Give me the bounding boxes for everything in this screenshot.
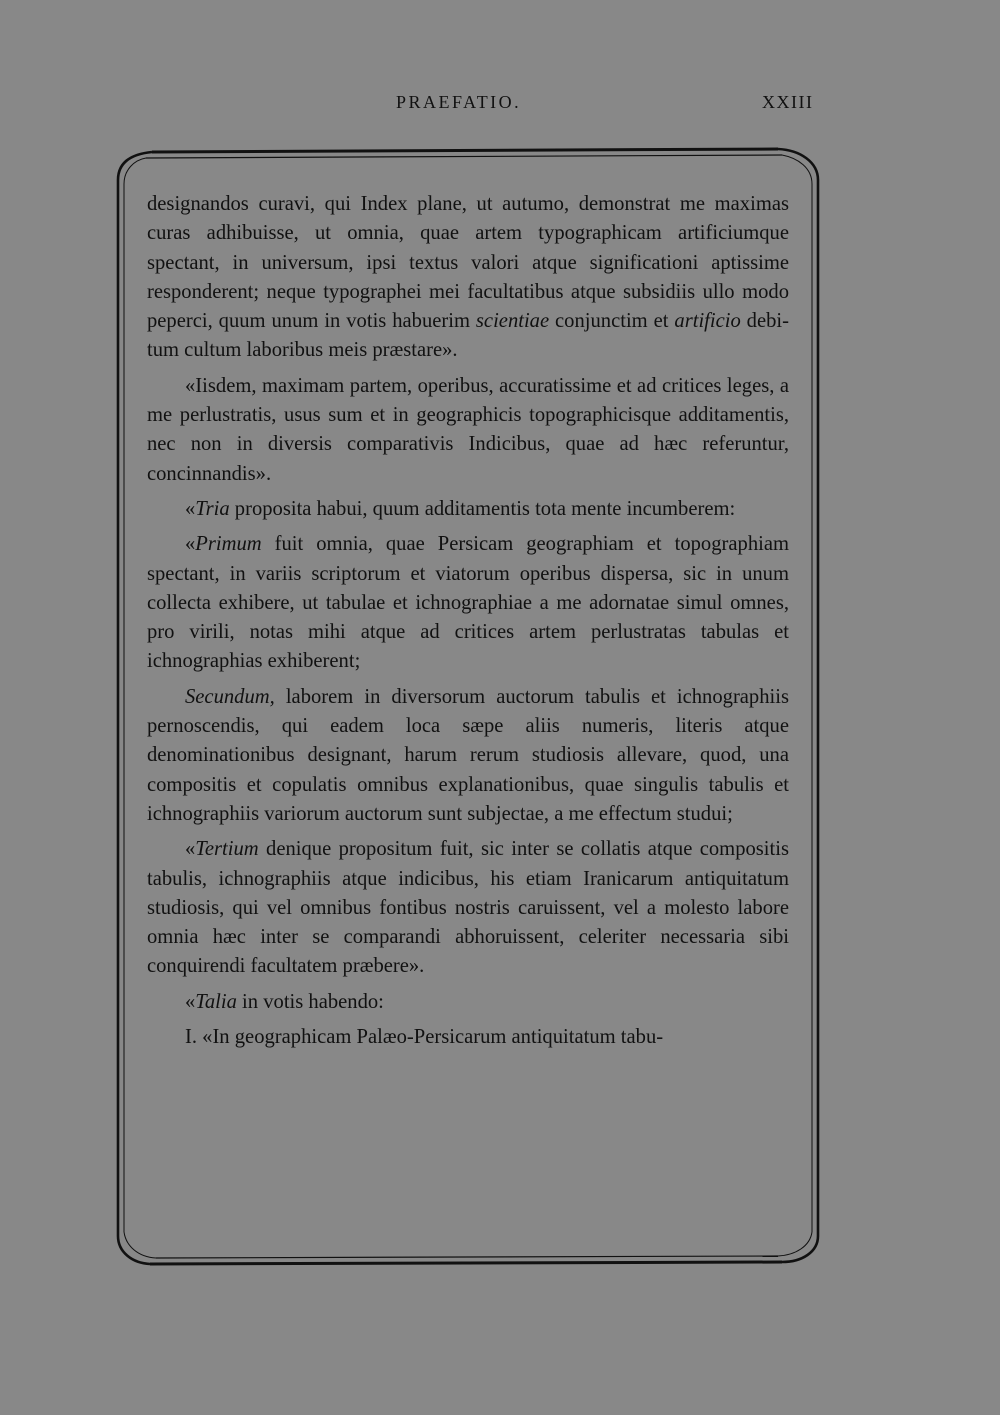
paragraph-8: I. «In geographicam Palæo-Persicarum antiquitatum tabu- [185,1026,664,1049]
paragraph-6-text: denique propositum fuit, sic inter se collatis atque compositis tabulis, ichnographiis atque indicibus, his etiam Iranicarum antiquitatum studiosis, qui vel omnibus fontibus nostris caruissent, vel a molesto labore omnia hæc inter se comparandi abhoruissent, celeriter necessaria sibi conquirendi facultatem præbere». [147,838,789,978]
paragraph-3-emphasis: Tria [195,497,230,520]
paragraph-1 [147,190,789,366]
paragraph-6-emphasis: Tertium [195,838,259,861]
paragraph-2: «Iisdem, maximam partem, operibus, accuratissime et ad critices leges, a me perlustratis, usus sum et in geographicis topographicisque additamentis, nec non in diversis comparativis Indicibus, quae ad hæc referuntur, concinnandis». [147,374,789,485]
paragraph-1-emphasis-artificio: artificio [674,310,741,333]
paragraph-3-open-quote: « [185,497,196,520]
paragraph-5-text: laborem in diversorum auctorum tabulis et ichnographiis pernoscendis, qui eadem loca sæpe aliis numeris, literis atque denominationibus designant, harum rerum studiosis allevare, quod, una compositis et copulatis omnibus explanationibus, quae singulis tabulis et ichnographiis variorum auctorum sunt subjectae, a me effectum studui; [147,685,789,825]
paragraph-3-text: proposita habui, quum additamentis tota mente incumberem: [229,497,736,520]
paragraph-7 [147,988,789,1017]
paragraph-5 [147,683,789,829]
paragraph-4 [147,530,789,676]
paragraph-1-end: debitum cultum laboribus meis præstare». [147,310,789,362]
paragraph-1-text: designandos curavi, qui Index plane, ut autumo, demonstrat me maximas curas adhibuisse, ut omnia, quae artem typographicam artificiumque spectant, in universum, ipsi textus valori atque significationi aptissime responderent; neque typographei mei facultatibus atque subsidiis ullo modo peperci, quum unum in votis habuerim [147,193,789,333]
paragraph-1-emphasis-scientiae: scientiae [475,310,550,333]
paragraph-3 [147,495,789,524]
paragraph-7-open-quote: « [185,990,196,1013]
paragraph-4-open-quote: « [185,533,196,556]
paragraph-7-emphasis: Talia [195,990,237,1013]
paragraph-7-text: in votis habendo: [236,990,384,1013]
paragraph-6 [147,835,789,981]
page-number: XXIII [762,92,814,112]
paragraph-6-open-quote: « [185,838,196,861]
running-title: PRAEFATIO. [396,92,522,112]
paragraph-4-text: fuit omnia, quae Persicam geographiam et topographiam spectant, in variis scriptorum et viatorum operibus dispersa, sic in unum collecta exhibere, ut tabulae et ichnographiae a me adornatae simul omnes, pro virili, notas mihi atque ad critices artem perlustratas tabulas et ichnographias exhiberent; [147,533,789,673]
paragraph-4-emphasis: Primum [195,533,262,556]
paragraph-1-middle: conjunctim et [549,310,675,333]
paragraph-5-emphasis: Secundum, [185,685,275,708]
text-block [147,190,789,1058]
